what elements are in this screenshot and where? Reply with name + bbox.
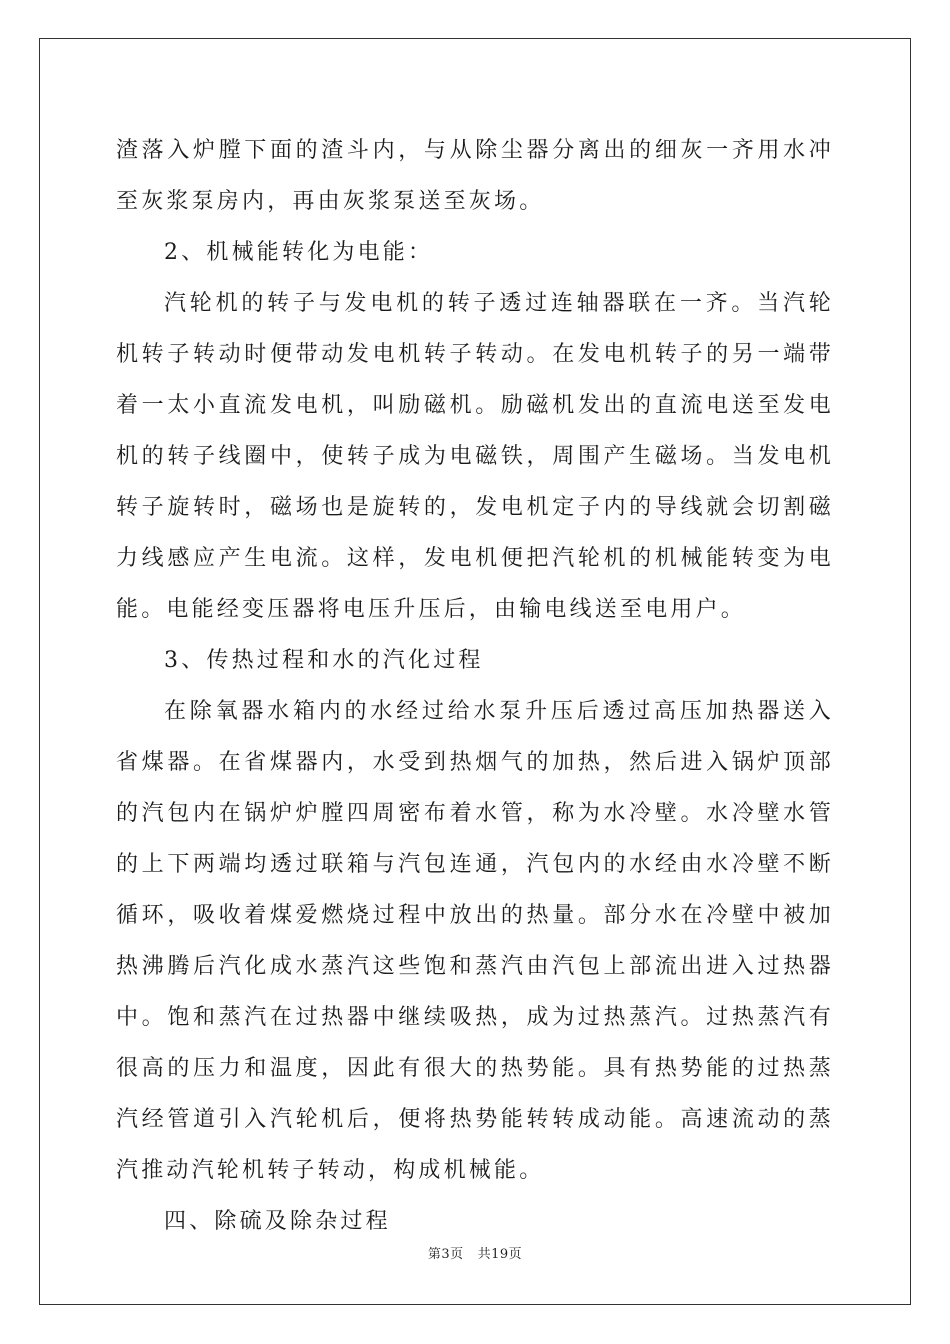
paragraph-2-heading: 2、机械能转化为电能： (164, 240, 434, 265)
page-number: 第3页 (427, 1247, 464, 1262)
document-body (116, 125, 834, 1247)
page-footer (0, 1243, 950, 1262)
paragraph-4-heading: 3、传热过程和水的汽化过程 (164, 648, 484, 673)
paragraph-3: 汽轮机的转子与发电机的转子透过连轴器联在一齐。当汽轮机转子转动时便带动发电机转子转动。在发电机转子的另一端带着一太小直流发电机，叫励磁机。励磁机发出的直流电送至发电机的转子线圈中，使转子成为电磁铁，周围产生磁场。当发电机转子旋转时，磁场也是旋转的，发电机定子内的导线就会切割磁力线感应产生电流。这样，发电机便把汽轮机的机械能转变为电能。电能经变压器将电压升压后，由输电线送至电用户。 (116, 291, 834, 622)
page-total: 共19页 (477, 1247, 523, 1262)
paragraph-1: 渣落入炉膛下面的渣斗内，与从除尘器分离出的细灰一齐用水冲至灰浆泵房内，再由灰浆泵送至灰场。 (116, 138, 834, 214)
paragraph-5: 在除氧器水箱内的水经过给水泵升压后透过高压加热器送入省煤器。在省煤器内，水受到热烟气的加热，然后进入锅炉顶部的汽包内在锅炉炉膛四周密布着水管，称为水冷壁。水冷壁水管的上下两端均透过联箱与汽包连通，汽包内的水经由水冷壁不断循环，吸收着煤爱燃烧过程中放出的热量。部分水在冷壁中被加热沸腾后汽化成水蒸汽这些饱和蒸汽由汽包上部流出进入过热器中。饱和蒸汽在过热器中继续吸热，成为过热蒸汽。过热蒸汽有很高的压力和温度，因此有很大的热势能。具有热势能的过热蒸汽经管道引入汽轮机后，便将热势能转转成动能。高速流动的蒸汽推动汽轮机转子转动，构成机械能。 (116, 699, 834, 1183)
paragraph-6-heading: 四、除硫及除杂过程 (164, 1209, 391, 1234)
